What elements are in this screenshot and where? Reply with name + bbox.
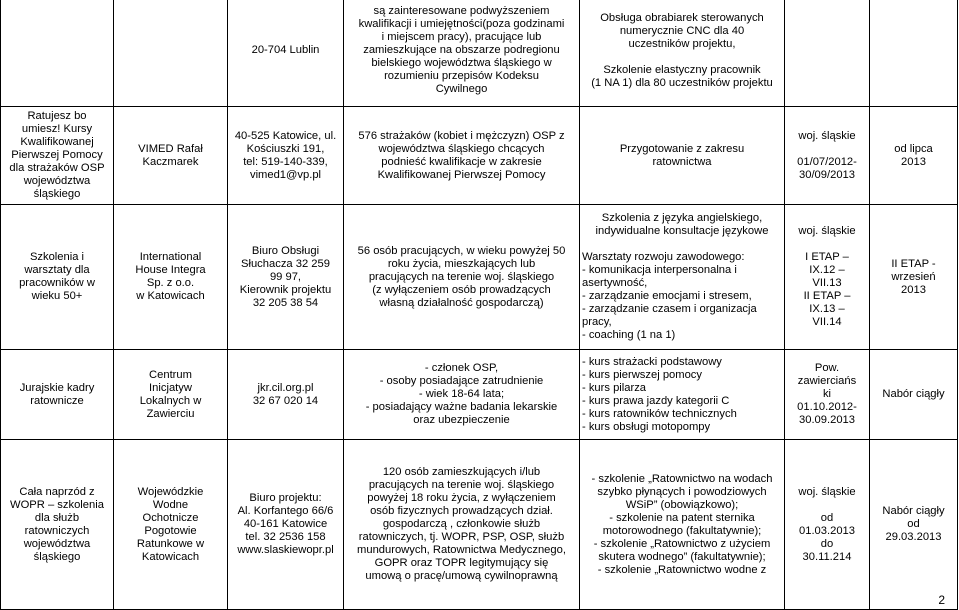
table-row (1, 440, 958, 610)
cell-training-scope (580, 350, 785, 440)
cell-organizer (114, 205, 228, 350)
cell-line (787, 238, 867, 251)
cell-line: - komunikacja interpersonalna i (582, 264, 737, 276)
cell-line: 2013 (901, 155, 926, 168)
cell-line: II ETAP - (891, 257, 936, 270)
cell-target-group (344, 0, 580, 107)
cell-line: gospodarczą , członkowie służb (382, 518, 541, 530)
cell-line: pracy, (582, 316, 612, 328)
cell-area-period (785, 350, 870, 440)
cell-line: - wiek 18-64 lata; (418, 388, 505, 400)
cell-line: - członek OSP, (424, 362, 499, 374)
cell-line: Słuchacza 32 259 (241, 257, 330, 270)
cell-line: 576 strażaków (kobiet i mężczyzn) OSP z (358, 129, 565, 142)
cell-line: Kierownik projektu (239, 283, 332, 296)
cell-training-scope (580, 205, 785, 350)
cell-recruitment (870, 107, 958, 205)
cell-line: zamieszkujące na obszarze podregionu (363, 44, 560, 56)
cell-line: Ochotnicze (142, 511, 199, 524)
cell-line: International (139, 251, 202, 263)
cell-line: - szkolenie „Ratownictwo na wodach (591, 472, 773, 485)
cell-line: tel: 519-140-339, (243, 155, 328, 168)
cell-line: wrzesień (891, 270, 936, 283)
cell-line: motorowodnego (fakultatywnie); (602, 524, 762, 537)
cell-line: woj. śląskie (798, 129, 856, 142)
cell-line: roku życia, mieszkających lub (387, 257, 536, 270)
cell-line: 01.03.2013 (799, 524, 855, 537)
cell-line: uczestników projektu, (628, 37, 736, 50)
cell-line: Katowicach (141, 550, 200, 563)
cell-line: - kurs obsługi motopompy (582, 420, 711, 433)
cell-line: Pogotowie (144, 524, 197, 537)
cell-line: pracujących na terenie woj. śląskiego (368, 270, 555, 283)
cell-line: wieku 50+ (31, 290, 83, 302)
cell-line: Cała naprzód z (19, 485, 95, 498)
cell-line: do (820, 537, 834, 550)
cell-target-group (344, 440, 580, 610)
cell-line: Kwalifikowanej (20, 136, 94, 148)
cell-line: I ETAP – (805, 251, 849, 263)
cell-organizer (114, 440, 228, 610)
cell-line: WOPR – szkolenia (10, 498, 104, 511)
cell-line: w Katowicach (136, 290, 205, 302)
cell-line: woj. śląskie (798, 485, 856, 498)
cell-recruitment (870, 350, 958, 440)
cell-line: kwalifikacji i umiejętności(poza godzinami (358, 18, 565, 30)
cell-training-scope (580, 0, 785, 107)
cell-area-period (785, 440, 870, 610)
cell-line: www.slaskiewopr.pl (237, 544, 334, 556)
cell-line: jkr.cil.org.pl (257, 381, 314, 394)
cell-line: House Integra (135, 264, 206, 276)
cell-line: 30.11.214 (802, 550, 852, 563)
cell-line: Al. Korfantego 66/6 (237, 505, 334, 517)
cell-line: WSiP” (obowiązkowo); (625, 498, 739, 511)
cell-line: 40-525 Katowice, ul. (234, 129, 337, 142)
cell-line: Lokalnych w (139, 394, 202, 407)
cell-training-scope (580, 440, 785, 610)
cell-line: pracowników w (19, 277, 95, 289)
cell-line: Szkolenia z języka angielskiego, (601, 212, 763, 224)
cell-line: woj. śląskie (798, 225, 856, 237)
cell-project-name (1, 205, 114, 350)
cell-training-scope (580, 107, 785, 205)
cell-contact (228, 350, 344, 440)
cell-line: 20-704 Lublin (251, 44, 320, 56)
cell-line: są zainteresowane podwyższeniem (373, 5, 550, 17)
cell-line: 32 205 38 54 (252, 296, 319, 309)
cell-line: - posiadający ważne badania lekarskie (365, 401, 558, 413)
cell-line: Pow. (814, 362, 840, 374)
cell-contact (228, 0, 344, 107)
cell-project-name (1, 107, 114, 205)
cell-line: IX.13 – (809, 303, 845, 315)
cell-recruitment (870, 440, 958, 610)
cell-line: 30/09/2013 (799, 168, 855, 181)
cell-line: Centrum (149, 368, 192, 381)
cell-line: od (820, 511, 834, 524)
cell-line: GOPR oraz TOPR legitymujący się (374, 557, 549, 569)
cell-line: - kurs prawa jazdy kategorii C (582, 394, 730, 407)
cell-line (582, 51, 782, 64)
cell-line: śląskiego (33, 550, 81, 563)
cell-line: Obsługa obrabiarek sterowanych (600, 11, 764, 24)
cell-line: Warsztaty rozwoju zawodowego: (582, 251, 745, 263)
cell-line: 120 osób zamieszkujących i/lub (382, 466, 541, 478)
cell-line: skutera wodnego” (fakultatywnie); (598, 550, 766, 563)
cell-line: umową o pracę/umową cywilnoprawną (365, 570, 558, 582)
cell-line: ratowniczych (24, 524, 90, 537)
cell-line: - szkolenie „Ratownictwo z użyciem (593, 537, 771, 550)
cell-line: i miejscem pracy), pracujące lub (381, 31, 542, 43)
cell-line: osób fizycznych prowadzących dział. (370, 505, 553, 517)
cell-line: Jurajskie kadry (19, 381, 95, 394)
cell-line: województwa (23, 175, 91, 187)
cell-line: powyżej 18 roku życia, z wyłączeniem (367, 492, 556, 504)
cell-line: od (907, 518, 920, 530)
cell-line: Biuro Obsługi (251, 244, 320, 257)
cell-line: mundurowych, Ratownictwa Medycznego, (357, 544, 566, 556)
cell-line: Wodne (152, 498, 189, 511)
cell-line: oraz ubezpieczenie (413, 414, 510, 426)
table-row (1, 107, 958, 205)
cell-line: ratownictwa (652, 155, 712, 168)
table-row (1, 0, 958, 107)
cell-project-name (1, 0, 114, 107)
cell-line: 30.09.2013 (799, 414, 855, 426)
cell-line: asertywność, (582, 277, 648, 289)
cell-area-period (785, 107, 870, 205)
cell-project-name (1, 440, 114, 610)
cell-line: 56 osób pracujących, w wieku powyżej 50 (357, 244, 566, 257)
cell-line: Nabór ciągły (882, 505, 945, 517)
cell-line: - zarządzanie emocjami i stresem, (582, 290, 752, 302)
cell-line: 29.03.2013 (885, 531, 942, 543)
cell-line: 01.10.2012- (797, 401, 857, 413)
cell-line: indywidualne konsultacje językowe (595, 225, 769, 237)
cell-line: zawierciańs (797, 375, 857, 387)
cell-line: warsztaty dla (24, 264, 90, 276)
cell-line: VII.14 (812, 316, 842, 328)
cell-line: - kurs pierwszej pomocy (582, 368, 702, 381)
cell-line: własną działalność gospodarczą) (379, 296, 544, 309)
cell-line: Szkolenia i (29, 251, 85, 263)
cell-line: 40-161 Katowice (243, 518, 328, 530)
cell-line: śląskiego (33, 188, 81, 200)
cell-line: Kościuszki 191, (246, 142, 325, 155)
cell-line: - osoby posiadające zatrudnienie (379, 375, 544, 387)
cell-line: IX.12 – (809, 264, 845, 276)
cell-line: Ratunkowe w (136, 537, 205, 550)
cell-line: 99 97, (269, 270, 302, 283)
page-number: 2 (938, 593, 945, 607)
cell-contact (228, 440, 344, 610)
cell-line: Wojewódzkie (137, 485, 204, 498)
cell-line: Sp. z o.o. (146, 277, 195, 289)
cell-line: - zarządzanie czasem i organizacja (582, 303, 757, 315)
cell-line: dla służb (34, 511, 80, 524)
cell-line: województwa śląskiego chcących (378, 142, 545, 155)
cell-line: II ETAP – (803, 290, 851, 302)
cell-target-group (344, 205, 580, 350)
cell-line: - kurs pilarza (582, 381, 647, 394)
cell-line: ki (822, 388, 832, 400)
cell-line: szybko płynących i powodziowych (597, 485, 767, 498)
cell-area-period (785, 205, 870, 350)
cell-line: Zawierciu (146, 407, 195, 420)
cell-line: umiesz! Kursy (21, 123, 93, 135)
cell-line: 32 67 020 14 (252, 394, 319, 407)
cell-target-group (344, 107, 580, 205)
cell-line: Kwalifikowanej Pierwszej Pomocy (377, 168, 546, 181)
cell-area-period (785, 0, 870, 107)
cell-organizer (114, 350, 228, 440)
cell-line: 01/07/2012- (797, 155, 857, 168)
table-row (1, 350, 958, 440)
cell-line: podnieść kwalifikacje w zakresie (381, 155, 542, 168)
cell-line: - szkolenie na patent sternika (609, 511, 755, 524)
cell-line: od lipca (894, 142, 933, 155)
cell-line: VIMED Rafał (138, 142, 203, 155)
cell-line: - kurs ratowników technicznych (582, 407, 737, 420)
cell-organizer (114, 107, 228, 205)
cell-line: dla strażaków OSP (9, 162, 105, 174)
cell-line: tel. 32 2536 158 (245, 531, 326, 543)
cell-target-group (344, 350, 580, 440)
cell-line: Przygotowanie z zakresu (619, 142, 745, 155)
cell-line: Nabór ciągły (882, 388, 945, 400)
cell-contact (228, 107, 344, 205)
cell-line (787, 499, 867, 512)
cell-line (582, 238, 782, 251)
cell-line: Ratujesz bo (27, 110, 87, 122)
cell-line: Biuro projektu: (249, 492, 322, 504)
cell-line: - szkolenie „Ratownictwo wodne z (597, 563, 767, 576)
cell-line: pracujących na terenie woj. śląskiego (368, 479, 555, 491)
cell-contact (228, 205, 344, 350)
cell-line: Cywilnego (435, 83, 488, 95)
cell-recruitment (870, 0, 958, 107)
cell-project-name (1, 350, 114, 440)
cell-line: ratownicze (30, 394, 84, 407)
cell-line: Kaczmarek (142, 155, 199, 168)
cell-line: 2013 (901, 283, 926, 296)
cell-line (787, 143, 867, 156)
cell-line: ratowniczych, tj. WOPR, PSP, OSP, służb (358, 531, 565, 543)
cell-line: Pierwszej Pomocy (11, 149, 103, 161)
cell-line: numerycznie CNC dla 40 (619, 24, 745, 37)
cell-line: województwa (23, 537, 91, 550)
cell-line: - kurs strażacki podstawowy (582, 355, 722, 368)
cell-line: (1 NA 1) dla 80 uczestników projektu (591, 76, 773, 89)
cell-line: (z wyłączeniem osób prowadzących (372, 283, 551, 296)
cell-line: vimed1@vp.pl (249, 168, 322, 181)
cell-line: Inicjatyw (149, 381, 192, 394)
cell-line: bielskiego województwa śląskiego w (371, 57, 552, 69)
cell-recruitment (870, 205, 958, 350)
table-row (1, 205, 958, 350)
cell-organizer (114, 0, 228, 107)
cell-line: Szkolenie elastyczny pracownik (603, 63, 761, 76)
cell-line: - coaching (1 na 1) (582, 329, 676, 341)
cell-line: rozumieniu przepisów Kodeksu (384, 70, 539, 82)
cell-line: VII.13 (812, 277, 842, 289)
